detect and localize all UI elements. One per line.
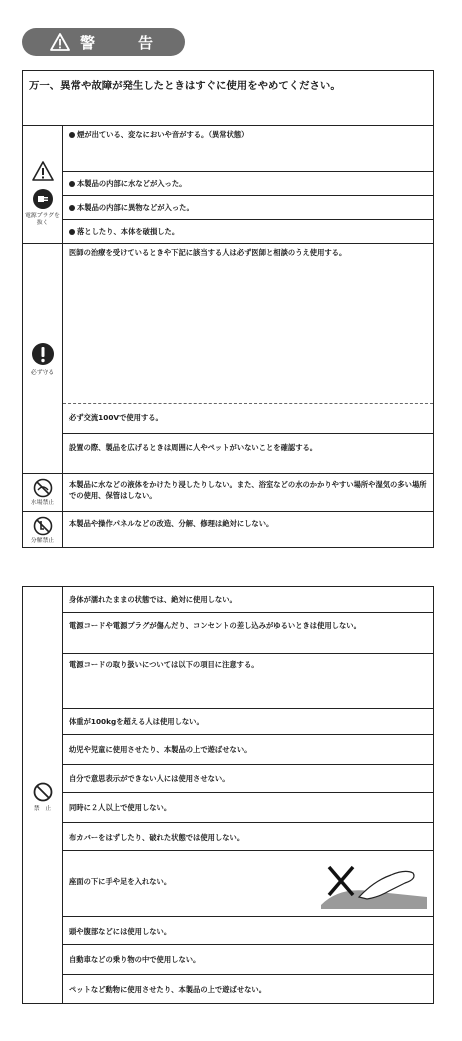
- no-disassembly-icon-column: [23, 511, 63, 548]
- placement-text: 設置の際、製品を広げるときは周囲に人やペットがいないことを確認する。: [69, 443, 318, 452]
- power-row: [63, 403, 433, 433]
- lead-intro-line: [29, 94, 427, 101]
- prohibited-label: 禁 止: [33, 806, 52, 812]
- row-text: 電源コードや電源プラグが傷んだり、コンセントの差し込みがゆるいときは使用しない。: [69, 621, 361, 630]
- symptom-text: 本製品の内部に水などが入った。: [77, 179, 187, 188]
- power-text: 必ず交流100Vで使用する。: [69, 413, 163, 422]
- unplug-icon: [32, 188, 54, 210]
- symptom-text: 煙が出ている、変なにおいや音がする。（異常状態）: [77, 130, 249, 139]
- prohibited-row: [63, 708, 433, 734]
- medical-title: 医師の治療を受けているときや下記に該当する人は必ず医師と相談のうえ使用する。: [69, 248, 347, 257]
- no-water-icon-column: [23, 473, 63, 511]
- modify-text: 本製品や操作パネルなどの改造、分解、修理は絶対にしない。: [69, 519, 274, 528]
- cord-item: [325, 681, 435, 688]
- placement-cause: [69, 455, 427, 462]
- mandatory-icon-column: [23, 243, 63, 473]
- prohibited-row: [63, 850, 433, 916]
- warning-panel-2: [22, 586, 434, 1004]
- lead-intro-line: [29, 103, 427, 110]
- unplug-label: 電源プラグを抜く: [25, 213, 60, 226]
- cord-item: [197, 681, 325, 688]
- symptom-row: [63, 195, 433, 219]
- row-text: 身体が濡れたままの状態では、絶対に使用しない。: [69, 595, 237, 604]
- symptom-detail: [69, 151, 427, 158]
- cord-item: [69, 690, 197, 697]
- row-text: 幼児や児童に使用させたり、本製品の上で遊ばせない。: [69, 745, 252, 754]
- prohibited-row: [63, 612, 433, 653]
- row-text: 同時に２人以上で使用しない。: [69, 803, 172, 812]
- water-text: 本製品に水などの液体をかけたり浸したりしない。また、浴室などの水のかかりやすい場所や湿気の多い場所での使用、保管はしない。: [69, 480, 427, 500]
- prohibited-row: [63, 916, 433, 944]
- warning-header: [22, 28, 185, 56]
- symptom-detail: [69, 142, 427, 149]
- prohibited-row: [63, 974, 433, 1003]
- foot-under-seat-illustration: [319, 857, 429, 911]
- row-text: 自動車などの乗り物の中で使用しない。: [69, 955, 201, 964]
- cord-item-list: [69, 672, 427, 697]
- row-text: ペットなど動物に使用させたり、本製品の上で遊ばせない。: [69, 985, 267, 994]
- placement-row: [63, 433, 433, 473]
- prohibited-row: [63, 653, 433, 708]
- medical-row: [63, 243, 433, 403]
- cord-item: [325, 672, 435, 679]
- prohibited-row: [63, 587, 433, 612]
- row-text: 布カバーをはずしたり、破れた状態では使用しない。: [69, 833, 245, 842]
- prohibited-row: [63, 822, 433, 850]
- row-text: 自分で意思表示ができない人には使用させない。: [69, 774, 230, 783]
- row-text: 電源コードの取り扱いについては以下の項目に注意する。: [69, 660, 259, 669]
- prohibited-icon: [33, 782, 53, 802]
- row-cause: [69, 699, 427, 706]
- symptom-row: [63, 171, 433, 195]
- modify-cause: [69, 531, 427, 538]
- mandatory-label: 必ず守る: [30, 370, 55, 376]
- symptom-row: [63, 219, 433, 243]
- warning-panel-1: [22, 70, 434, 548]
- row-cause: [69, 633, 427, 640]
- caution-triangle-icon: [32, 161, 54, 181]
- cord-item: [69, 672, 197, 679]
- symptom-row: [63, 125, 433, 171]
- no-water-label: 水場禁止: [30, 500, 55, 506]
- cord-item: [69, 681, 197, 688]
- prohibited-row: [63, 792, 433, 822]
- symptom-text: 落としたり、本体を破損した。: [77, 227, 180, 236]
- cord-item: [197, 672, 325, 679]
- mandatory-exclamation-icon: [31, 342, 55, 366]
- symptom-text: 本製品の内部に異物などが入った。: [77, 203, 194, 212]
- row-text: 頭や腹部などには使用しない。: [69, 927, 172, 936]
- unplug-icon-column: [23, 125, 63, 243]
- prohibited-icon-column: [23, 587, 63, 1003]
- prohibited-row: [63, 944, 433, 974]
- prohibited-row: [63, 764, 433, 792]
- medical-list: [69, 261, 427, 269]
- warning-title: 警 告: [80, 33, 168, 52]
- prohibited-row: [63, 734, 433, 764]
- lead-section: [23, 71, 433, 125]
- no-water-icon: [33, 478, 53, 498]
- water-row: [63, 473, 433, 511]
- no-disassembly-label: 分解禁止: [30, 538, 55, 544]
- lead-title: 万一、異常や故障が発生したときはすぐに使用をやめてください。: [29, 80, 341, 92]
- row-text: 体重が100kgを超える人は使用しない。: [69, 717, 204, 726]
- warning-triangle-icon: [50, 33, 70, 51]
- modify-row: [63, 511, 433, 548]
- no-disassembly-icon: [33, 516, 53, 536]
- row-text: 座面の下に手や足を入れない。: [69, 877, 172, 886]
